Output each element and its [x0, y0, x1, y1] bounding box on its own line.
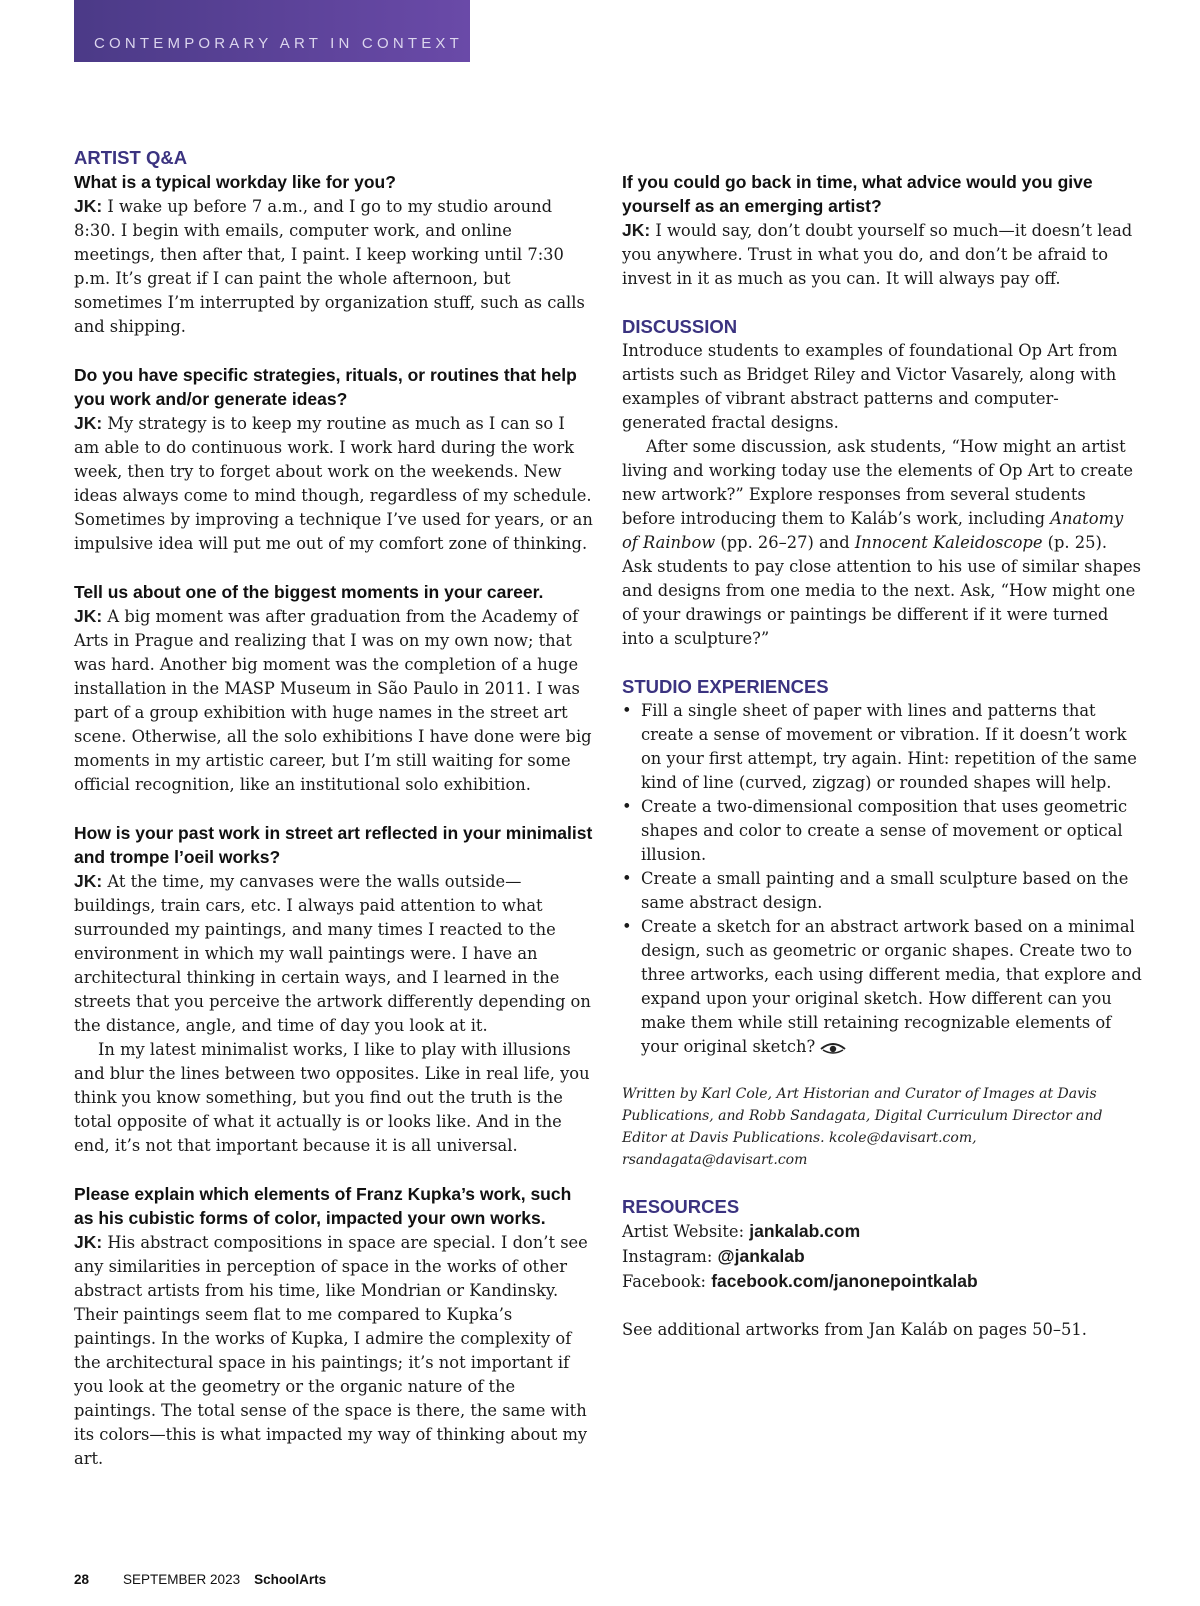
answer-2: JK: My strategy is to keep my routine as much as I can so I am able to do continuous work. I work hard during the work week, then try to forget about work on the weekends. New ideas always come to mind though, regardless of my schedule. Sometimes by improving a technique I’ve used for years, or an impulsive idea will put me out of my comfort zone of thinking. — [74, 413, 593, 553]
studio-list — [622, 699, 1142, 1059]
resource-instagram: Instagram: @jankalab — [622, 1246, 805, 1266]
speaker-label: JK: — [74, 871, 103, 891]
author-credit: Written by Karl Cole, Art Historian and Curator of Images at Davis Publications, and Robb Sandagata, Digital Curriculum Director and Editor at Davis Publications. kcole@davisart.com, rsandagata@davisart.com — [622, 1086, 1103, 1168]
speaker-label: JK: — [74, 606, 103, 626]
question-6: If you could go back in time, what advice would you give yourself as an emerging artist? — [622, 172, 1093, 216]
page-number: 28 — [74, 1572, 90, 1587]
banner-label: CONTEMPORARY ART IN CONTEXT — [94, 35, 464, 52]
discussion-paragraph-2: After some discussion, ask students, “How might an artist living and working today use the elements of Op Art to create new artwork?” Explore responses from several students before introducing them to Kaláb’s work, including Anatomy of Rainbow (pp. 26–27) and Innocent Kaleidoscope (p. 25). Ask students to pay close attention to his use of similar shapes and designs from one media to the next. Ask, “How might one of your drawings or paintings be different if it were turned into a sculpture?” — [622, 437, 1142, 648]
instagram-link[interactable]: @jankalab — [717, 1246, 805, 1266]
facebook-link[interactable]: facebook.com/janonepointkalab — [711, 1271, 978, 1291]
speaker-label: JK: — [74, 1232, 103, 1252]
discussion-heading: DISCUSSION — [622, 316, 738, 337]
list-item: • Create a sketch for an abstract artwork based on a minimal design, such as geometric or organic shapes. Create two to three artworks, each using different media, that explore and expand upon your original sketch. How different can you make them while still retaining recognizable elements of your original sketch? — [622, 915, 1142, 1059]
speaker-label: JK: — [622, 220, 651, 240]
discussion-paragraph-1: Introduce students to examples of foundational Op Art from artists such as Bridget Riley and Victor Vasarely, along with examples of vibrant abstract patterns and computer-generated fractal designs. — [622, 341, 1118, 432]
qa-heading: ARTIST Q&A — [74, 147, 188, 168]
list-item: • Create a two-dimensional composition that uses geometric shapes and color to create a sense of movement or optical illusion. — [622, 795, 1142, 867]
list-item: • Fill a single sheet of paper with lines and patterns that create a sense of movement or vibration. If it doesn’t work on your first attempt, try again. Hint: repetition of the same kind of line (curved, zigzag) or rounded shapes will help. — [622, 699, 1142, 795]
answer-4-continued: In my latest minimalist works, I like to play with illusions and blur the lines between two opposites. Like in real life, you think you know something, but you find out the truth is the total opposite of what it actually is or looks like. And in the end, it’s not that important because it is all universal. — [74, 1040, 590, 1155]
additional-artworks-note: See additional artworks from Jan Kaláb on pages 50–51. — [622, 1320, 1087, 1339]
list-item: • Create a small painting and a small sculpture based on the same abstract design. — [622, 867, 1142, 915]
left-column — [74, 146, 594, 1471]
artwork-title: Anatomy of Rainbow — [622, 509, 1124, 552]
answer-5: JK: His abstract compositions in space are special. I don’t see any similarities in perception of space in the works of other abstract artists from his time, like Mondrian or Kandinsky. Their paintings seem flat to me compared to Kupka’s paintings. In the works of Kupka, I admire the complexity of the architectural space in his paintings; it’s not important if you look at the geometry or the organic nature of the paintings. The total sense of the space is there, the same with its colors—this is what impacted my way of thinking about my art. — [74, 1232, 588, 1468]
question-1: What is a typical workday like for you? — [74, 172, 396, 192]
resource-website: Artist Website: jankalab.com — [622, 1221, 861, 1241]
section-banner — [74, 0, 470, 62]
answer-6: JK: I would say, don’t doubt yourself so much—it doesn’t lead you anywhere. Trust in what you do, and don’t be afraid to invest in it as much as you can. It will always pay off. — [622, 220, 1133, 288]
answer-1: JK: I wake up before 7 a.m., and I go to my studio around 8:30. I begin with emails, computer work, and online meetings, then after that, I paint. I keep working until 7:30 p.m. It’s great if I can paint the whole afternoon, but sometimes I’m interrupted by organization stuff, such as calls and shipping. — [74, 196, 585, 336]
right-column — [622, 170, 1142, 1342]
question-3: Tell us about one of the biggest moments in your career. — [74, 582, 544, 602]
issue-date: SEPTEMBER 2023 — [123, 1572, 241, 1587]
speaker-label: JK: — [74, 413, 103, 433]
eye-icon — [820, 1041, 846, 1055]
artwork-title: Innocent Kaleidoscope — [854, 533, 1043, 552]
studio-heading: STUDIO EXPERIENCES — [622, 676, 829, 697]
resources-heading: RESOURCES — [622, 1196, 740, 1217]
question-5: Please explain which elements of Franz Kupka’s work, such as his cubistic forms of color, impacted your own works. — [74, 1184, 572, 1228]
page-footer — [74, 1572, 326, 1587]
question-2: Do you have specific strategies, rituals, or routines that help you work and/or generate ideas? — [74, 365, 577, 409]
answer-3: JK: A big moment was after graduation from the Academy of Arts in Prague and realizing that I was on my own now; that was hard. Another big moment was the completion of a huge installation in the MASP Museum in São Paulo in 2011. I was part of a group exhibition with huge names in the street art scene. Otherwise, all the solo exhibitions I have done were big moments in my artistic career, but I’m still waiting for some official recognition, like an institutional solo exhibition. — [74, 606, 592, 794]
question-4: How is your past work in street art reflected in your minimalist and trompe l’oeil works? — [74, 823, 593, 867]
magazine-name: SchoolArts — [254, 1572, 327, 1587]
speaker-label: JK: — [74, 196, 103, 216]
resource-facebook: Facebook: facebook.com/janonepointkalab — [622, 1271, 978, 1291]
answer-4: JK: At the time, my canvases were the walls outside—buildings, train cars, etc. I always paid attention to what surrounded my paintings, and many times I reacted to the environment in which my wall paintings were. I have an architectural thinking in certain ways, and I learned in the streets that you perceive the artwork differently depending on the distance, angle, and time of day you look at it. — [74, 871, 591, 1035]
website-link[interactable]: jankalab.com — [749, 1221, 861, 1241]
